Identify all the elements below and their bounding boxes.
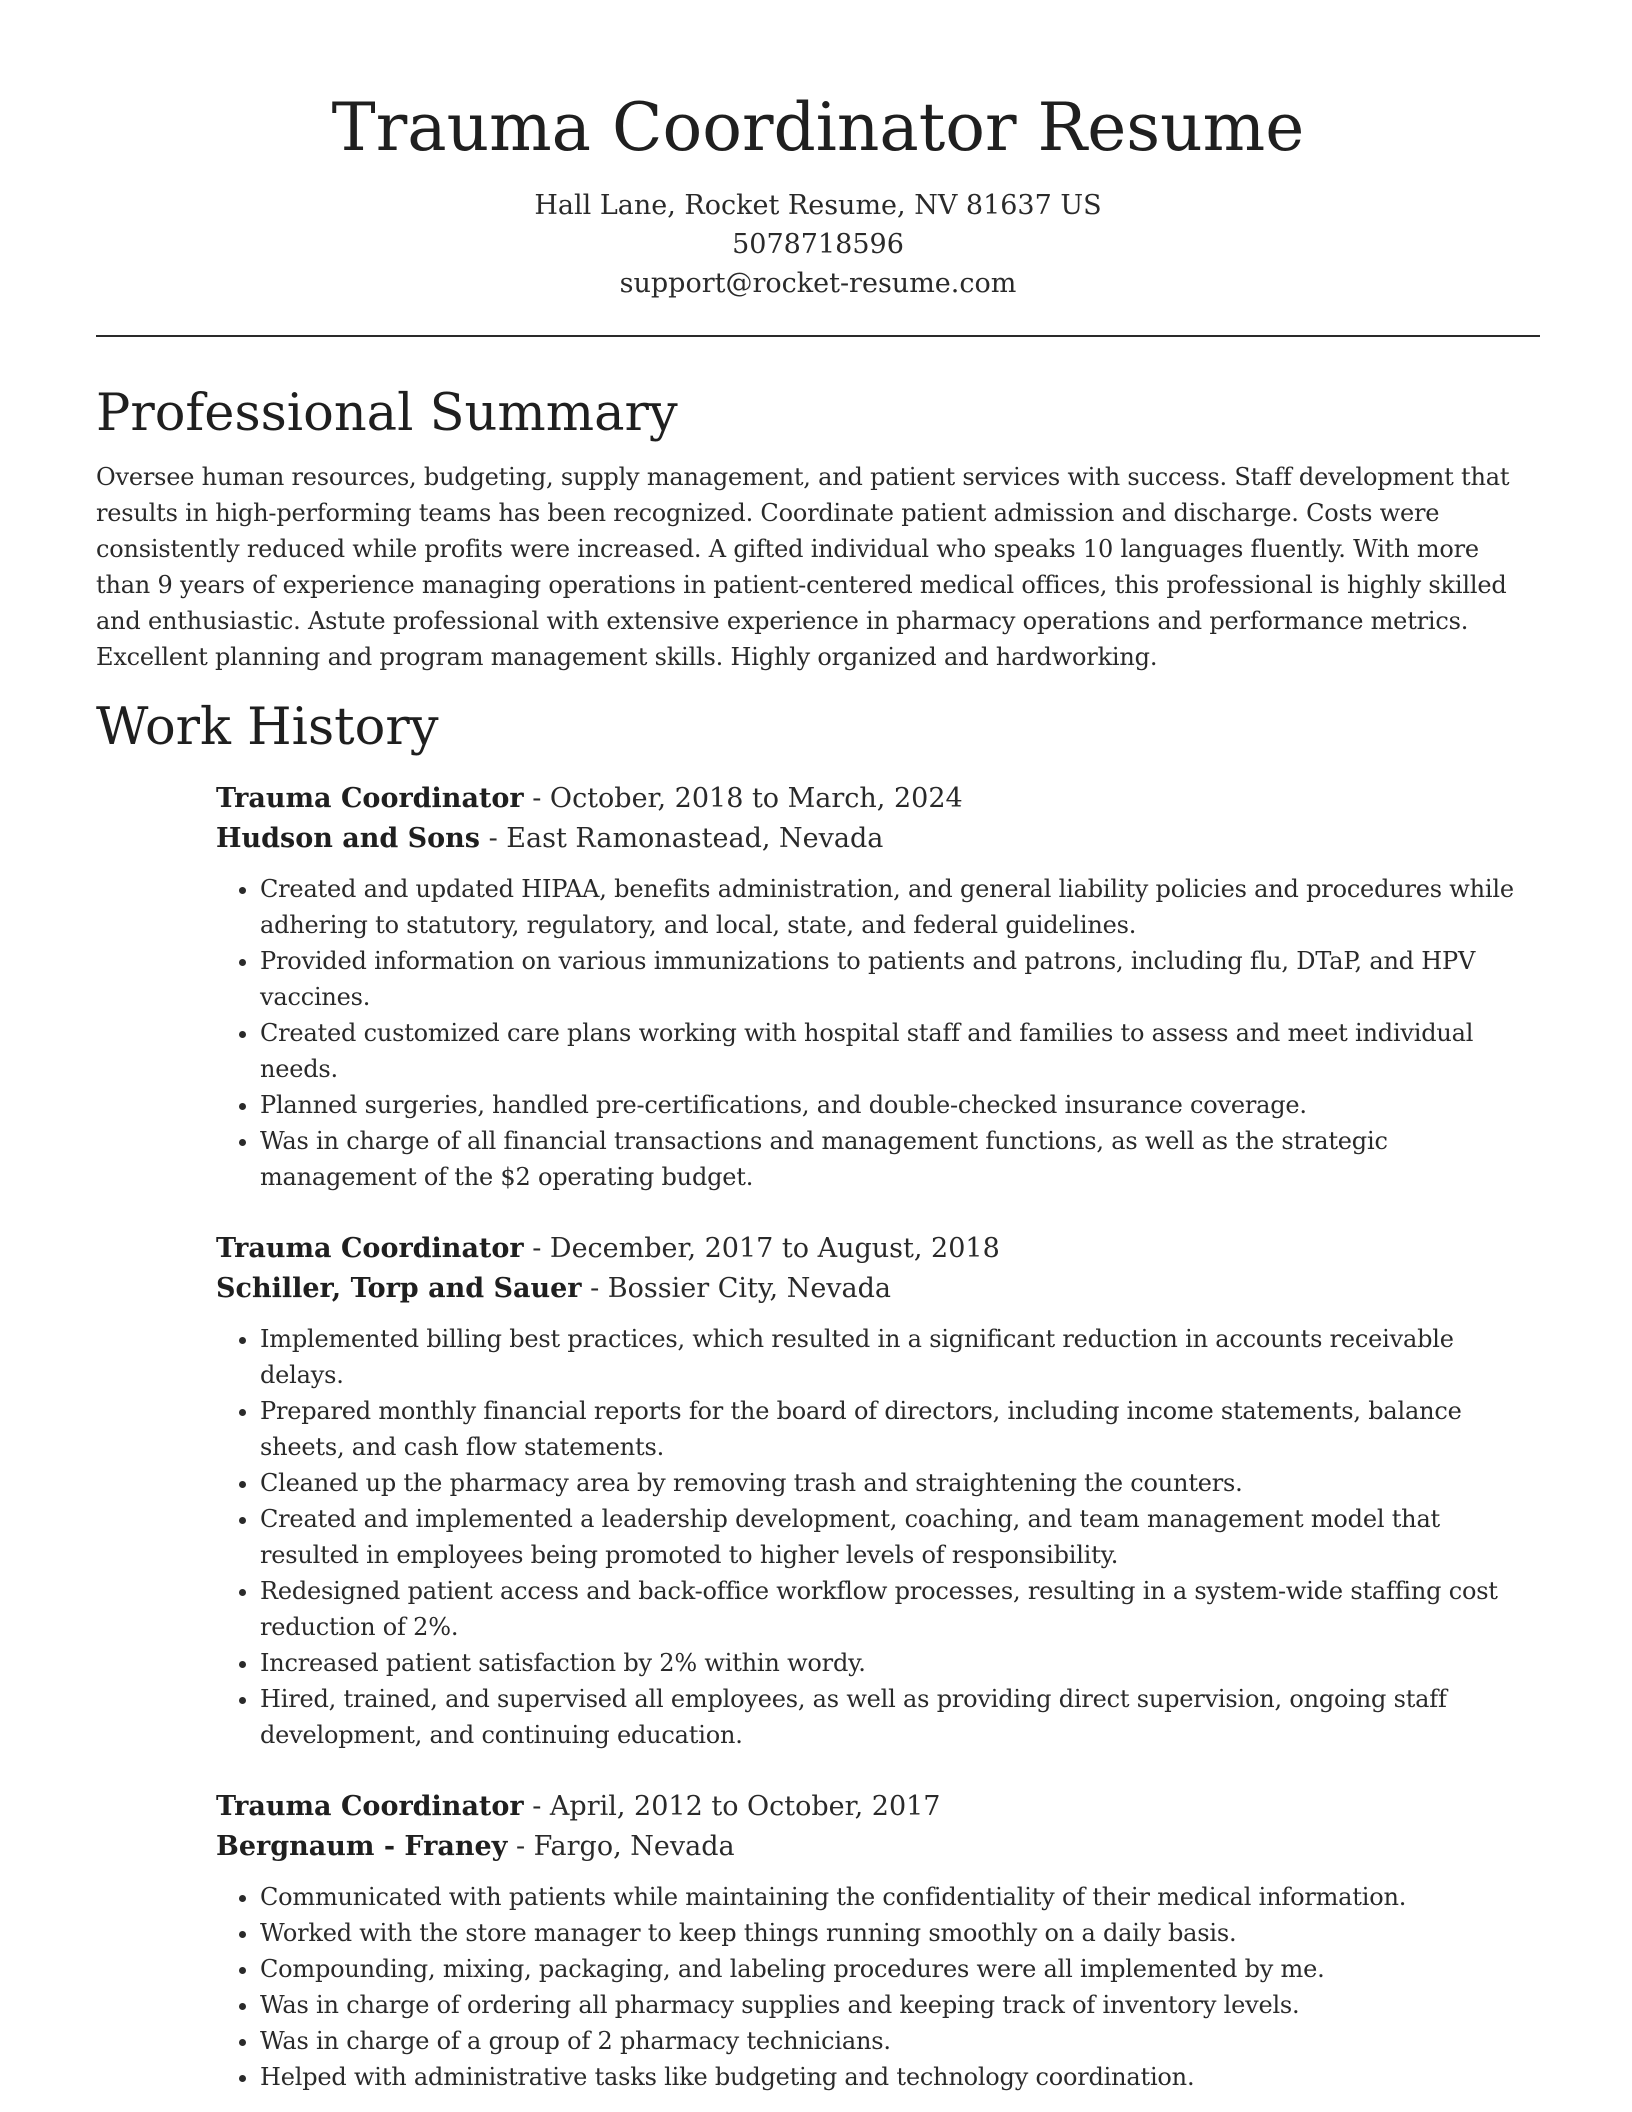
job-title: Trauma Coordinator: [216, 1233, 524, 1264]
job-company: Bergnaum - Franey: [216, 1831, 508, 1862]
job-title: Trauma Coordinator: [216, 783, 524, 814]
job-duty: • Hired, trained, and supervised all employees, as well as providing direct supervision, ongoing staff development, and continuing education.: [260, 1681, 1540, 1753]
job-company-line: [216, 1269, 1540, 1309]
job-duty: • Created and updated HIPAA, benefits administration, and general liability policies and procedures while adhering to statutory, regulatory, and local, state, and federal guidelines.: [260, 871, 1540, 943]
work-history-heading: Work History: [96, 698, 439, 757]
job-duties: [216, 1879, 1540, 2095]
job-duty: • Redesigned patient access and back-office workflow processes, resulting in a system-wide staffing cost reduction of 2%.: [260, 1573, 1540, 1645]
job-location: - Fargo, Nevada: [507, 1831, 735, 1862]
job-company-line: [216, 1827, 1540, 1867]
job-duty: • Increased patient satisfaction by 2% within wordy.: [260, 1645, 1540, 1681]
summary-text: Oversee human resources, budgeting, supply management, and patient services with success. Staff development that results in high-performing teams has been recognized. Coordinate patient admission and discharge. Costs were consistently reduced while profits were increased. A gifted individual who speaks 10 languages fluently. With more than 9 years of experience managing operations in patient-centered medical offices, this professional is highly skilled and enthusiastic. Astute professional with extensive experience in pharmacy operations and performance metrics. Excellent planning and program management skills. Highly organized and hardworking.: [96, 463, 1510, 671]
job-dates: - October, 2018 to March, 2024: [523, 783, 963, 814]
job-duty: • Provided information on various immunizations to patients and patrons, including flu, DTaP, and HPV vaccines.: [260, 943, 1540, 1015]
job-duty: • Created customized care plans working with hospital staff and families to assess and meet individual needs.: [260, 1015, 1540, 1087]
job-duty: • Was in charge of all financial transactions and management functions, as well as the strategic management of the $2 operating budget.: [260, 1123, 1540, 1195]
job-company-line: [216, 819, 1540, 859]
job-title-line: [216, 779, 1540, 819]
job-title: Trauma Coordinator: [216, 1791, 524, 1822]
job-duty: • Was in charge of ordering all pharmacy supplies and keeping track of inventory levels.: [260, 1987, 1540, 2023]
job-duty: • Planned surgeries, handled pre-certifications, and double-checked insurance coverage.: [260, 1087, 1540, 1123]
contact-email: support@rocket-resume.com: [619, 268, 1017, 299]
contact-address: Hall Lane, Rocket Resume, NV 81637 US: [534, 190, 1102, 221]
contact-info: [96, 186, 1540, 303]
job-duty: • Created and implemented a leadership development, coaching, and team management model that resulted in employees being promoted to higher levels of responsibility.: [260, 1501, 1540, 1573]
job-dates: - April, 2012 to October, 2017: [523, 1791, 941, 1822]
job-entry: [216, 1787, 1540, 2095]
job-duty: • Worked with the store manager to keep things running smoothly on a daily basis.: [260, 1915, 1540, 1951]
job-company: Hudson and Sons: [216, 823, 481, 854]
job-title-line: [216, 1787, 1540, 1827]
job-duty: • Was in charge of a group of 2 pharmacy technicians.: [260, 2023, 1540, 2059]
contact-phone: 5078718596: [732, 229, 904, 260]
resume-page: [96, 0, 1540, 2095]
work-history-list: [216, 779, 1540, 2095]
job-location: - East Ramonastead, Nevada: [480, 823, 884, 854]
job-company: Schiller, Torp and Sauer: [216, 1273, 582, 1304]
resume-title: Trauma Coordinator Resume: [331, 89, 1305, 166]
summary-heading: Professional Summary: [96, 384, 678, 443]
job-duty: • Cleaned up the pharmacy area by removing trash and straightening the counters.: [260, 1465, 1540, 1501]
job-duty: • Communicated with patients while maintaining the confidentiality of their medical information.: [260, 1879, 1540, 1915]
header-divider: [96, 335, 1540, 337]
job-duty: • Helped with administrative tasks like budgeting and technology coordination.: [260, 2059, 1540, 2095]
job-duties: [216, 871, 1540, 1195]
job-duty: • Compounding, mixing, packaging, and labeling procedures were all implemented by me.: [260, 1951, 1540, 1987]
job-duty: • Implemented billing best practices, which resulted in a significant reduction in accounts receivable delays.: [260, 1321, 1540, 1393]
job-dates: - December, 2017 to August, 2018: [523, 1233, 1000, 1264]
job-duties: [216, 1321, 1540, 1753]
job-entry: [216, 779, 1540, 1195]
job-location: - Bossier City, Nevada: [581, 1273, 892, 1304]
job-title-line: [216, 1229, 1540, 1269]
job-duty: • Prepared monthly financial reports for the board of directors, including income statements, balance sheets, and cash flow statements.: [260, 1393, 1540, 1465]
job-entry: [216, 1229, 1540, 1753]
